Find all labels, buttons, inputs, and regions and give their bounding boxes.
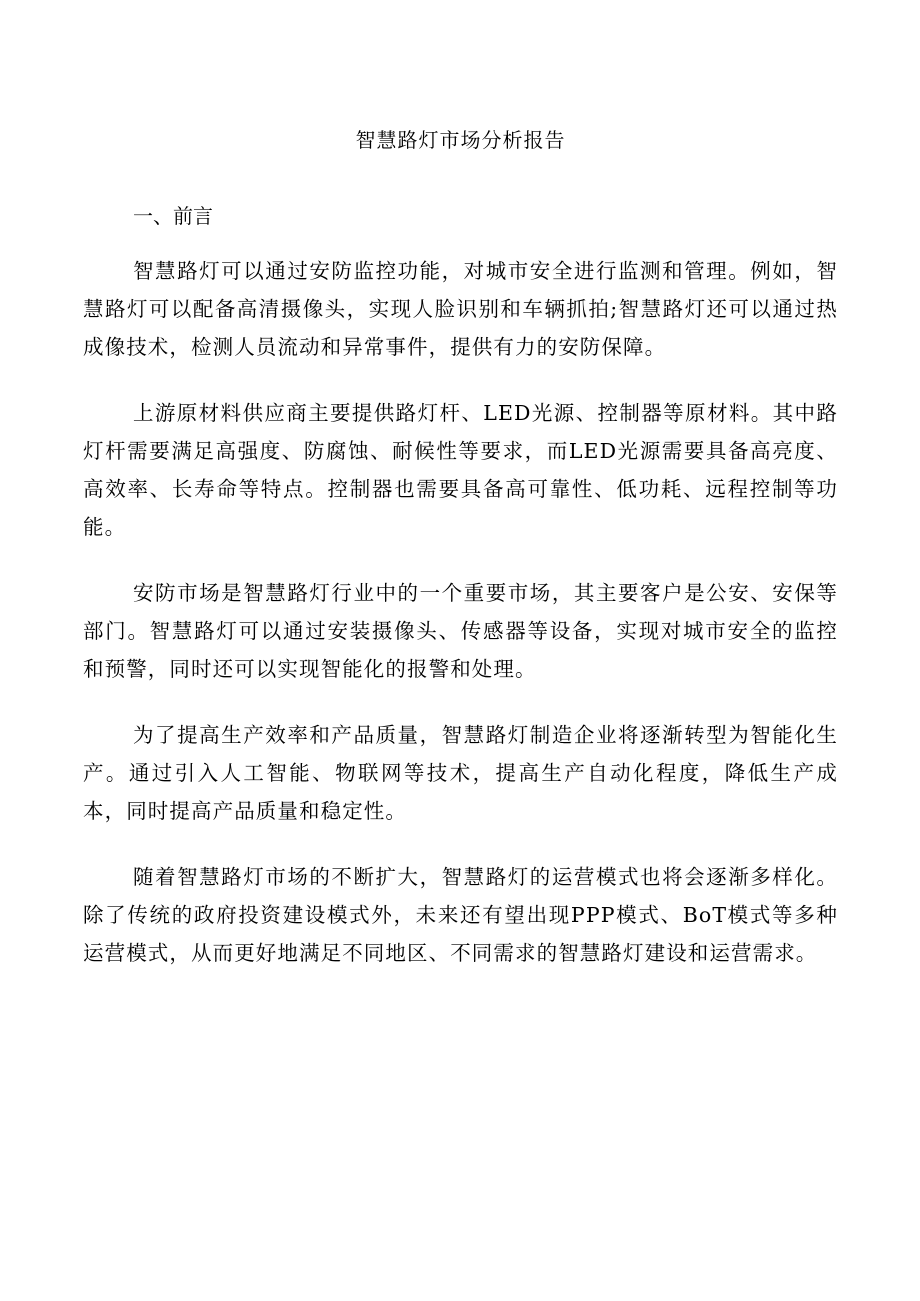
paragraph-intelligent-production: 为了提高生产效率和产品质量，智慧路灯制造企业将逐渐转型为智能化生产。通过引入人工智能、物联网等技术，提高生产自动化程度，降低生产成本，同时提高产品质量和稳定性。 xyxy=(83,723,838,823)
document-title: 智慧路灯市场分析报告 xyxy=(355,128,566,152)
section-heading: 一、前言 xyxy=(133,204,213,228)
paragraph-upstream-suppliers: 上游原材料供应商主要提供路灯杆、LED光源、控制器等原材料。其中路灯杆需要满足高强度、防腐蚀、耐候性等要求，而LED光源需要具备高亮度、高效率、长寿命等特点。控制器也需要具备高可靠性、低功耗、远程控制等功能。 xyxy=(83,401,838,539)
paragraph-security-market: 安防市场是智慧路灯行业中的一个重要市场，其主要客户是公安、安保等部门。智慧路灯可以通过安装摄像头、传感器等设备，实现对城市安全的监控和预警，同时还可以实现智能化的报警和处理。 xyxy=(83,581,838,681)
paragraph-operating-models: 随着智慧路灯市场的不断扩大，智慧路灯的运营模式也将会逐渐多样化。除了传统的政府投资建设模式外，未来还有望出现PPP模式、BoT模式等多种运营模式，从而更好地满足不同地区、不同需求的智慧路灯建设和运营需求。 xyxy=(83,865,838,965)
paragraph-security-monitoring: 智慧路灯可以通过安防监控功能，对城市安全进行监测和管理。例如，智慧路灯可以配备高清摄像头，实现人脸识别和车辆抓拍;智慧路灯还可以通过热成像技术，检测人员流动和异常事件，提供有力的安防保障。 xyxy=(83,259,838,359)
